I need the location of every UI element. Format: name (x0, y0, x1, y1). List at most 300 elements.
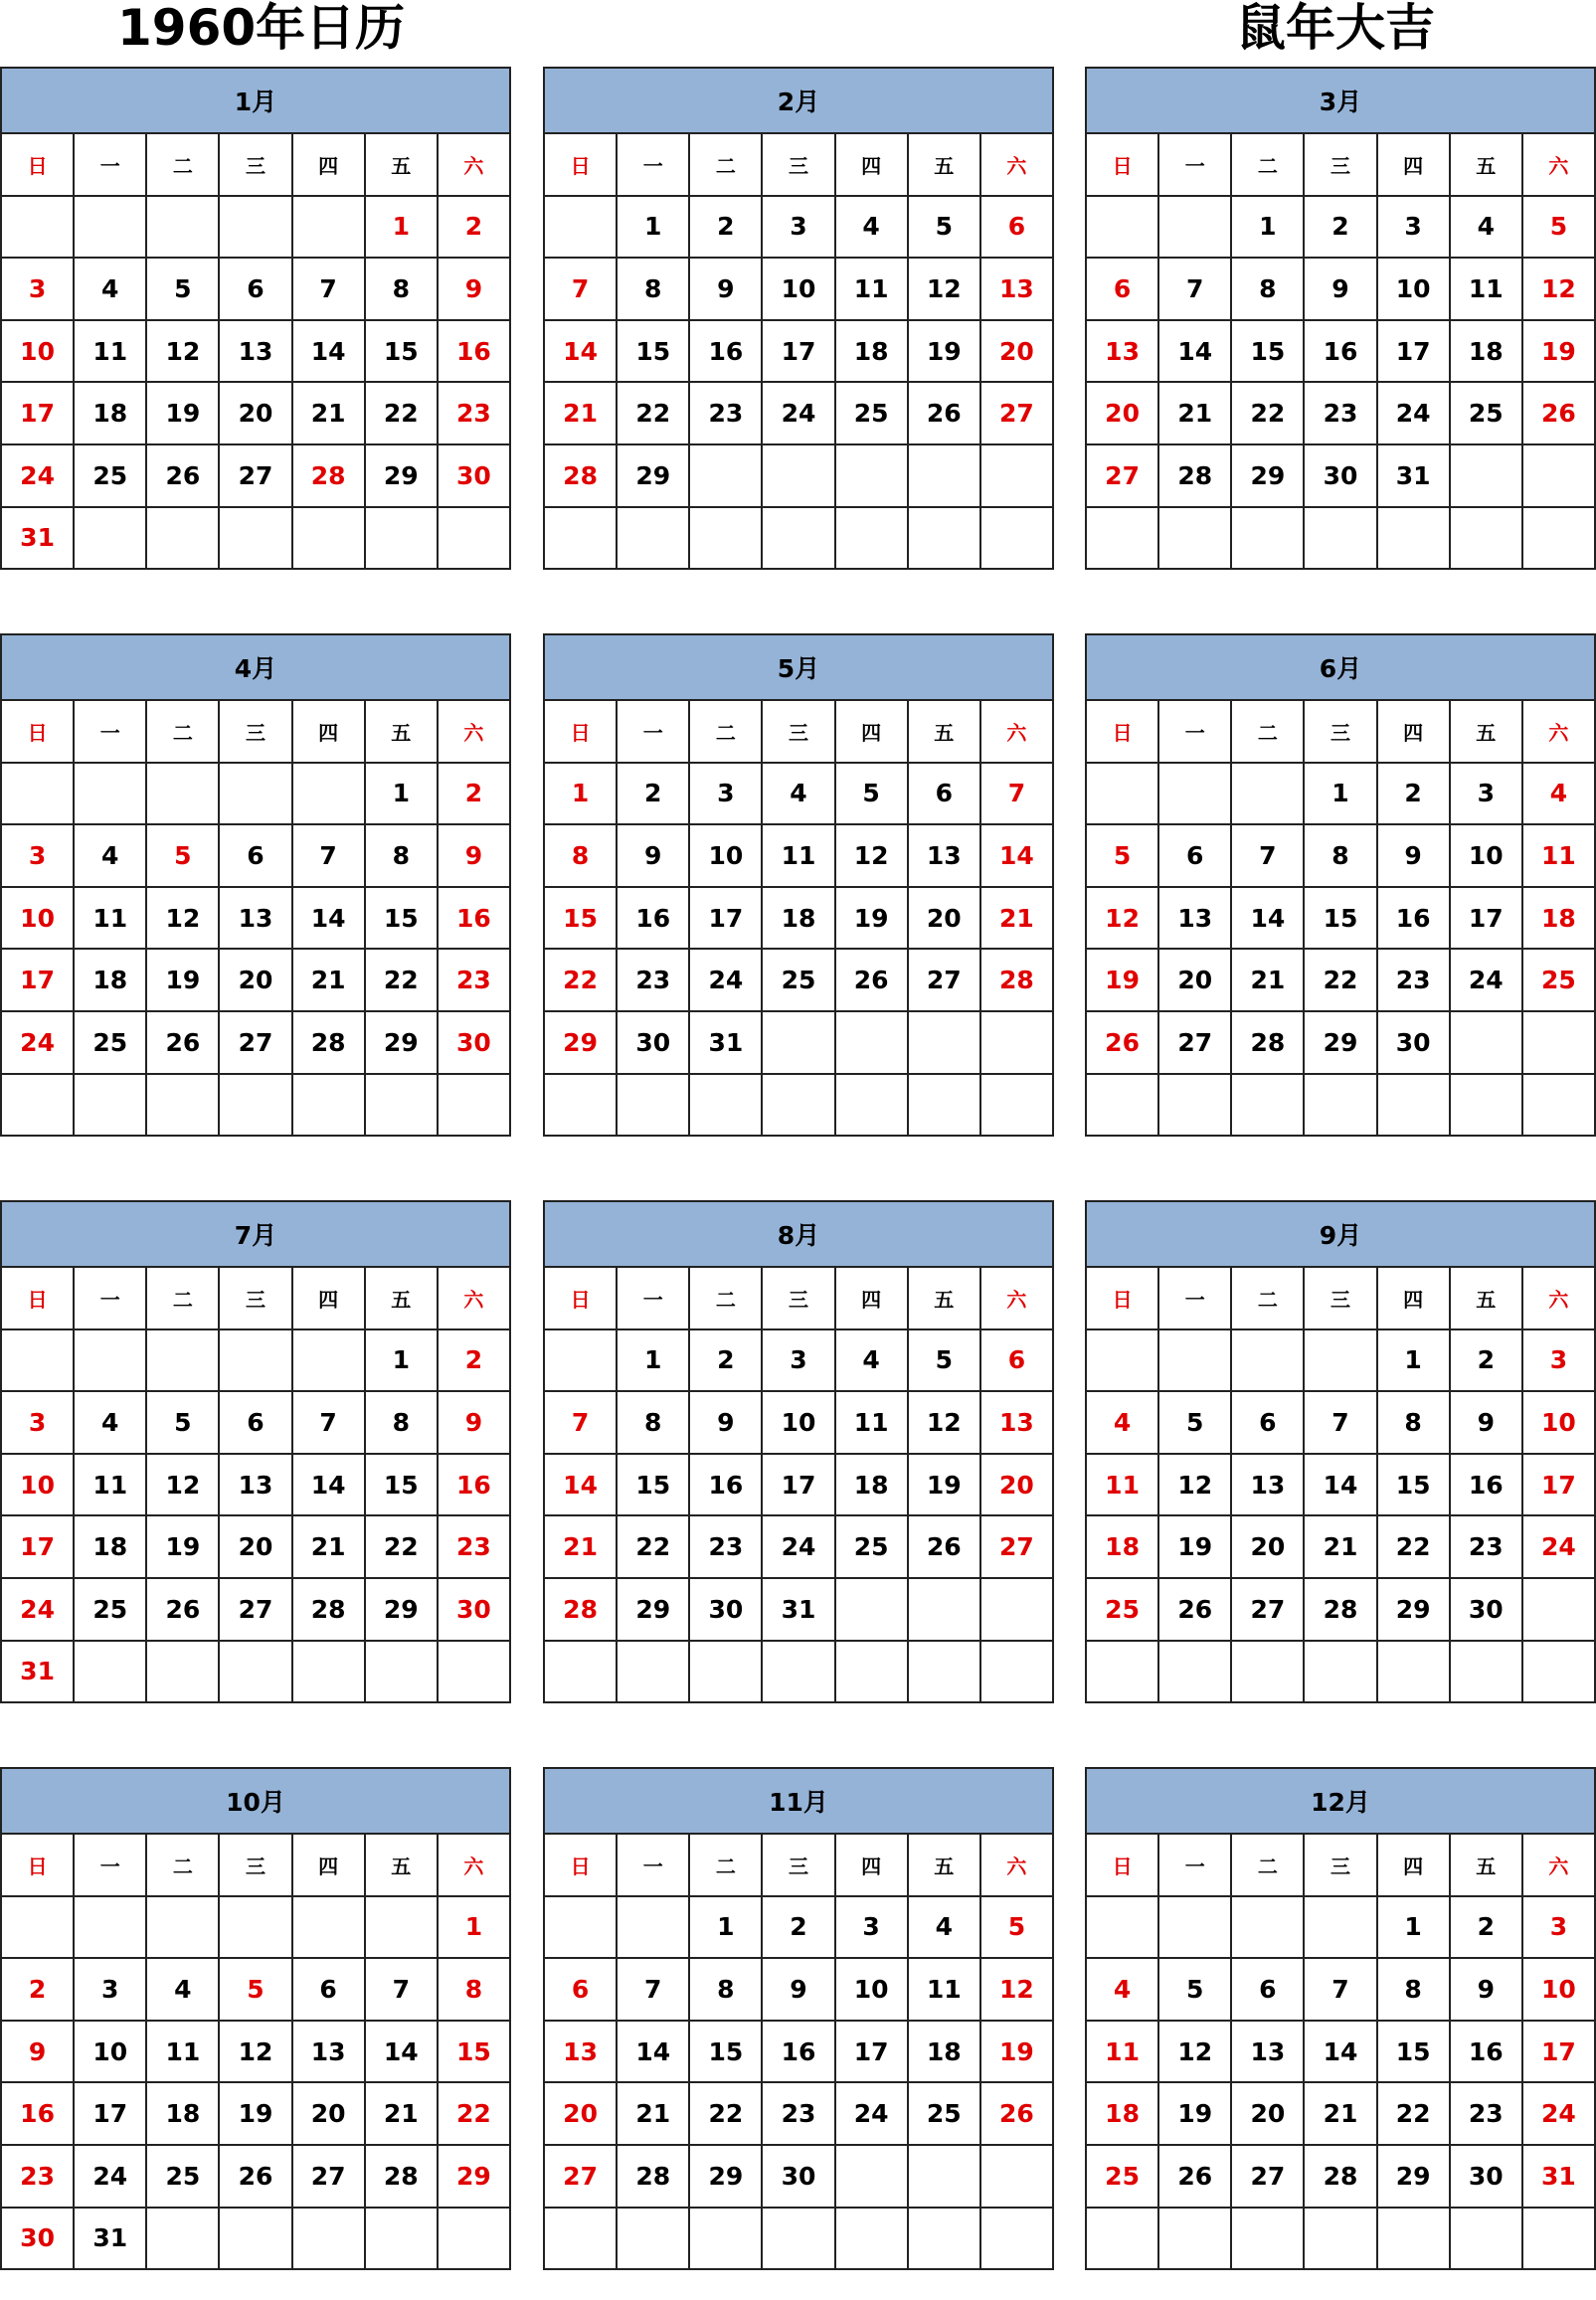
day-cell: 14 (365, 2021, 438, 2083)
weekday-label: 一 (74, 1267, 146, 1329)
empty-day-cell (438, 507, 510, 570)
empty-day-cell (1450, 2208, 1522, 2270)
weekday-label: 日 (1086, 700, 1158, 763)
weekday-label: 六 (980, 133, 1053, 196)
day-cell: 8 (689, 1958, 762, 2021)
day-cell: 20 (219, 1515, 291, 1578)
empty-day-cell (146, 507, 219, 570)
empty-day-cell (617, 2208, 689, 2270)
empty-day-cell (689, 444, 762, 507)
day-cell: 16 (1304, 320, 1376, 383)
day-cell: 5 (980, 1896, 1053, 1959)
day-cell: 5 (146, 258, 219, 320)
weekday-label: 日 (1, 133, 74, 196)
day-cell: 13 (980, 258, 1053, 320)
day-cell: 11 (762, 824, 834, 887)
day-cell: 21 (292, 1515, 365, 1578)
day-cell: 4 (1522, 763, 1595, 825)
day-cell: 18 (1522, 887, 1595, 950)
weekday-label: 一 (74, 700, 146, 763)
day-cell: 22 (617, 1515, 689, 1578)
day-cell: 7 (1304, 1391, 1376, 1454)
day-cell: 5 (1086, 824, 1158, 887)
empty-day-cell (908, 2208, 980, 2270)
weekday-label: 日 (544, 700, 617, 763)
weekday-label: 四 (1377, 133, 1450, 196)
day-cell: 10 (762, 1391, 834, 1454)
month-calendar (1085, 1767, 1596, 2270)
day-cell: 5 (219, 1958, 291, 2021)
day-cell: 17 (74, 2082, 146, 2145)
weekday-label: 三 (219, 1267, 291, 1329)
empty-day-cell (908, 1074, 980, 1137)
day-cell: 13 (1231, 1454, 1304, 1516)
day-cell: 16 (438, 1454, 510, 1516)
weekday-label: 三 (762, 1267, 834, 1329)
day-cell: 12 (1522, 258, 1595, 320)
day-cell: 23 (1450, 2082, 1522, 2145)
day-cell: 27 (980, 382, 1053, 444)
day-cell: 9 (1377, 824, 1450, 887)
day-cell: 22 (544, 949, 617, 1011)
day-cell: 1 (1377, 1896, 1450, 1959)
day-cell: 29 (438, 2145, 510, 2208)
empty-day-cell (219, 507, 291, 570)
month-calendar (0, 633, 511, 1137)
day-cell: 31 (1, 1641, 74, 1703)
day-cell: 26 (1086, 1011, 1158, 1074)
empty-day-cell (762, 1641, 834, 1703)
day-cell: 1 (1377, 1329, 1450, 1392)
empty-day-cell (1158, 1896, 1231, 1959)
day-cell: 26 (908, 382, 980, 444)
empty-day-cell (908, 444, 980, 507)
day-cell: 16 (438, 887, 510, 950)
weekday-label: 三 (762, 700, 834, 763)
day-cell: 25 (74, 444, 146, 507)
weekday-label: 六 (980, 700, 1053, 763)
day-cell: 24 (835, 2082, 908, 2145)
day-cell: 10 (1, 320, 74, 383)
weekday-label: 四 (292, 1267, 365, 1329)
day-cell: 1 (365, 763, 438, 825)
day-cell: 8 (1377, 1958, 1450, 2021)
day-cell: 25 (835, 382, 908, 444)
day-cell: 3 (1, 1391, 74, 1454)
day-cell: 22 (1231, 382, 1304, 444)
day-cell: 8 (1377, 1391, 1450, 1454)
weekday-label: 一 (617, 1267, 689, 1329)
day-cell: 17 (1522, 2021, 1595, 2083)
day-cell: 28 (544, 1578, 617, 1641)
day-cell: 26 (835, 949, 908, 1011)
month-header: 7月 (1, 1201, 510, 1267)
day-cell: 29 (617, 444, 689, 507)
day-cell: 18 (1086, 2082, 1158, 2145)
day-cell: 15 (365, 320, 438, 383)
weekday-label: 三 (219, 700, 291, 763)
day-cell: 20 (292, 2082, 365, 2145)
day-cell: 30 (762, 2145, 834, 2208)
empty-day-cell (980, 1074, 1053, 1137)
empty-day-cell (980, 2208, 1053, 2270)
day-cell: 11 (74, 887, 146, 950)
day-cell: 12 (908, 258, 980, 320)
day-cell: 7 (292, 1391, 365, 1454)
day-cell: 2 (617, 763, 689, 825)
day-cell: 15 (1377, 2021, 1450, 2083)
day-cell: 14 (1231, 887, 1304, 950)
empty-day-cell (689, 1074, 762, 1137)
day-cell: 2 (689, 1329, 762, 1392)
day-cell: 15 (1231, 320, 1304, 383)
day-cell: 9 (438, 824, 510, 887)
day-cell: 2 (438, 1329, 510, 1392)
day-cell: 19 (1158, 1515, 1231, 1578)
day-cell: 8 (438, 1958, 510, 2021)
day-cell: 10 (835, 1958, 908, 2021)
day-cell: 25 (1450, 382, 1522, 444)
weekday-label: 一 (74, 1834, 146, 1896)
day-cell: 25 (908, 2082, 980, 2145)
day-cell: 2 (438, 196, 510, 259)
day-cell: 5 (146, 824, 219, 887)
day-cell: 18 (835, 1454, 908, 1516)
weekday-label: 四 (835, 1834, 908, 1896)
day-cell: 17 (1, 949, 74, 1011)
day-cell: 23 (438, 949, 510, 1011)
day-cell: 10 (74, 2021, 146, 2083)
empty-day-cell (762, 1074, 834, 1137)
day-cell: 20 (1158, 949, 1231, 1011)
weekday-label: 三 (762, 133, 834, 196)
empty-day-cell (365, 1896, 438, 1959)
calendar-slogan: 鼠年大吉 (1236, 0, 1435, 57)
day-cell: 12 (219, 2021, 291, 2083)
day-cell: 10 (762, 258, 834, 320)
day-cell: 15 (365, 887, 438, 950)
empty-day-cell (1522, 444, 1595, 507)
day-cell: 11 (835, 258, 908, 320)
empty-day-cell (1086, 1641, 1158, 1703)
month-calendar (0, 67, 511, 570)
weekday-label: 六 (1522, 1267, 1595, 1329)
empty-day-cell (980, 1578, 1053, 1641)
empty-day-cell (146, 196, 219, 259)
day-cell: 12 (146, 1454, 219, 1516)
empty-day-cell (1086, 196, 1158, 259)
day-cell: 28 (292, 1011, 365, 1074)
day-cell: 30 (689, 1578, 762, 1641)
day-cell: 25 (1522, 949, 1595, 1011)
empty-day-cell (1231, 1329, 1304, 1392)
month-calendar (543, 633, 1054, 1137)
weekday-label: 二 (689, 1834, 762, 1896)
day-cell: 19 (835, 887, 908, 950)
day-cell: 19 (146, 949, 219, 1011)
day-cell: 29 (365, 444, 438, 507)
empty-day-cell (1158, 507, 1231, 570)
day-cell: 11 (1086, 2021, 1158, 2083)
day-cell: 17 (835, 2021, 908, 2083)
weekday-label: 四 (835, 1267, 908, 1329)
day-cell: 8 (617, 1391, 689, 1454)
day-cell: 16 (617, 887, 689, 950)
empty-day-cell (292, 1641, 365, 1703)
empty-day-cell (1377, 507, 1450, 570)
day-cell: 21 (1304, 1515, 1376, 1578)
empty-day-cell (365, 1074, 438, 1137)
day-cell: 3 (1, 258, 74, 320)
day-cell: 27 (219, 1578, 291, 1641)
day-cell: 7 (292, 824, 365, 887)
empty-day-cell (835, 1578, 908, 1641)
day-cell: 27 (980, 1515, 1053, 1578)
day-cell: 23 (762, 2082, 834, 2145)
day-cell: 4 (74, 258, 146, 320)
day-cell: 14 (617, 2021, 689, 2083)
day-cell: 6 (219, 1391, 291, 1454)
day-cell: 31 (74, 2208, 146, 2270)
day-cell: 7 (544, 1391, 617, 1454)
day-cell: 5 (1522, 196, 1595, 259)
day-cell: 28 (617, 2145, 689, 2208)
day-cell: 7 (544, 258, 617, 320)
weekday-label: 四 (292, 1834, 365, 1896)
day-cell: 18 (74, 382, 146, 444)
day-cell: 2 (762, 1896, 834, 1959)
day-cell: 20 (980, 320, 1053, 383)
day-cell: 11 (1450, 258, 1522, 320)
day-cell: 2 (1304, 196, 1376, 259)
day-cell: 19 (146, 1515, 219, 1578)
day-cell: 20 (1231, 1515, 1304, 1578)
day-cell: 26 (219, 2145, 291, 2208)
empty-day-cell (1086, 1329, 1158, 1392)
day-cell: 18 (74, 1515, 146, 1578)
day-cell: 19 (908, 320, 980, 383)
weekday-label: 四 (1377, 1834, 1450, 1896)
weekday-label: 二 (689, 700, 762, 763)
empty-day-cell (762, 1011, 834, 1074)
weekday-label: 四 (1377, 1267, 1450, 1329)
day-cell: 4 (74, 1391, 146, 1454)
empty-day-cell (835, 1011, 908, 1074)
day-cell: 29 (1377, 1578, 1450, 1641)
empty-day-cell (292, 507, 365, 570)
empty-day-cell (1450, 1641, 1522, 1703)
weekday-label: 六 (438, 133, 510, 196)
day-cell: 14 (544, 1454, 617, 1516)
day-cell: 28 (1304, 1578, 1376, 1641)
empty-day-cell (1304, 1896, 1376, 1959)
empty-day-cell (835, 2145, 908, 2208)
day-cell: 5 (908, 1329, 980, 1392)
day-cell: 31 (1522, 2145, 1595, 2208)
empty-day-cell (908, 2145, 980, 2208)
day-cell: 8 (617, 258, 689, 320)
day-cell: 8 (1231, 258, 1304, 320)
day-cell: 27 (1231, 1578, 1304, 1641)
day-cell: 18 (908, 2021, 980, 2083)
day-cell: 6 (292, 1958, 365, 2021)
day-cell: 12 (146, 887, 219, 950)
empty-day-cell (1450, 444, 1522, 507)
day-cell: 1 (1304, 763, 1376, 825)
weekday-label: 三 (1304, 1267, 1376, 1329)
empty-day-cell (146, 1329, 219, 1392)
day-cell: 22 (365, 1515, 438, 1578)
empty-day-cell (1086, 1074, 1158, 1137)
day-cell: 2 (1450, 1329, 1522, 1392)
day-cell: 7 (1158, 258, 1231, 320)
weekday-label: 五 (365, 1834, 438, 1896)
day-cell: 15 (544, 887, 617, 950)
day-cell: 30 (1450, 2145, 1522, 2208)
empty-day-cell (1086, 1896, 1158, 1959)
day-cell: 13 (292, 2021, 365, 2083)
day-cell: 12 (1086, 887, 1158, 950)
empty-day-cell (544, 1329, 617, 1392)
day-cell: 7 (292, 258, 365, 320)
empty-day-cell (544, 1641, 617, 1703)
day-cell: 7 (980, 763, 1053, 825)
weekday-label: 四 (835, 133, 908, 196)
empty-day-cell (74, 763, 146, 825)
empty-day-cell (365, 1641, 438, 1703)
day-cell: 30 (438, 444, 510, 507)
day-cell: 3 (762, 1329, 834, 1392)
day-cell: 22 (617, 382, 689, 444)
day-cell: 23 (438, 1515, 510, 1578)
empty-day-cell (1231, 763, 1304, 825)
weekday-label: 四 (292, 700, 365, 763)
empty-day-cell (1522, 1578, 1595, 1641)
day-cell: 10 (1522, 1958, 1595, 2021)
day-cell: 13 (980, 1391, 1053, 1454)
empty-day-cell (1304, 1074, 1376, 1137)
day-cell: 8 (365, 258, 438, 320)
day-cell: 5 (908, 196, 980, 259)
day-cell: 12 (1158, 2021, 1231, 2083)
day-cell: 4 (74, 824, 146, 887)
weekday-label: 四 (1377, 700, 1450, 763)
day-cell: 21 (1231, 949, 1304, 1011)
empty-day-cell (617, 1074, 689, 1137)
day-cell: 23 (1304, 382, 1376, 444)
day-cell: 11 (1522, 824, 1595, 887)
day-cell: 27 (1158, 1011, 1231, 1074)
empty-day-cell (689, 507, 762, 570)
day-cell: 21 (1304, 2082, 1376, 2145)
day-cell: 3 (1450, 763, 1522, 825)
empty-day-cell (146, 763, 219, 825)
day-cell: 31 (1, 507, 74, 570)
empty-day-cell (980, 1641, 1053, 1703)
empty-day-cell (438, 2208, 510, 2270)
empty-day-cell (689, 1641, 762, 1703)
day-cell: 24 (1, 1578, 74, 1641)
day-cell: 25 (74, 1011, 146, 1074)
month-calendar (0, 1767, 511, 2270)
day-cell: 16 (689, 1454, 762, 1516)
day-cell: 6 (1086, 258, 1158, 320)
day-cell: 6 (908, 763, 980, 825)
day-cell: 15 (365, 1454, 438, 1516)
weekday-label: 六 (1522, 133, 1595, 196)
day-cell: 3 (762, 196, 834, 259)
empty-day-cell (544, 507, 617, 570)
day-cell: 9 (617, 824, 689, 887)
day-cell: 24 (689, 949, 762, 1011)
day-cell: 14 (292, 1454, 365, 1516)
day-cell: 1 (438, 1896, 510, 1959)
day-cell: 10 (1, 1454, 74, 1516)
empty-day-cell (146, 1074, 219, 1137)
day-cell: 20 (980, 1454, 1053, 1516)
day-cell: 5 (1158, 1958, 1231, 2021)
day-cell: 6 (219, 824, 291, 887)
empty-day-cell (1377, 2208, 1450, 2270)
day-cell: 20 (219, 382, 291, 444)
weekday-label: 三 (1304, 133, 1376, 196)
day-cell: 2 (1, 1958, 74, 2021)
day-cell: 2 (1450, 1896, 1522, 1959)
day-cell: 13 (1231, 2021, 1304, 2083)
day-cell: 29 (1231, 444, 1304, 507)
empty-day-cell (835, 444, 908, 507)
day-cell: 19 (908, 1454, 980, 1516)
empty-day-cell (1522, 1011, 1595, 1074)
day-cell: 17 (1450, 887, 1522, 950)
empty-day-cell (365, 2208, 438, 2270)
day-cell: 14 (1304, 2021, 1376, 2083)
day-cell: 25 (835, 1515, 908, 1578)
day-cell: 9 (689, 1391, 762, 1454)
day-cell: 27 (1086, 444, 1158, 507)
day-cell: 22 (1377, 1515, 1450, 1578)
empty-day-cell (1231, 1074, 1304, 1137)
day-cell: 3 (74, 1958, 146, 2021)
empty-day-cell (219, 196, 291, 259)
weekday-label: 二 (1231, 1834, 1304, 1896)
weekday-label: 二 (1231, 700, 1304, 763)
day-cell: 24 (762, 1515, 834, 1578)
day-cell: 18 (762, 887, 834, 950)
day-cell: 30 (1377, 1011, 1450, 1074)
day-cell: 14 (292, 887, 365, 950)
empty-day-cell (438, 1074, 510, 1137)
empty-day-cell (219, 1329, 291, 1392)
day-cell: 5 (1158, 1391, 1231, 1454)
day-cell: 13 (219, 887, 291, 950)
day-cell: 20 (219, 949, 291, 1011)
day-cell: 10 (1377, 258, 1450, 320)
day-cell: 13 (219, 1454, 291, 1516)
empty-day-cell (1231, 1641, 1304, 1703)
month-header: 10月 (1, 1768, 510, 1834)
day-cell: 11 (74, 1454, 146, 1516)
empty-day-cell (544, 1074, 617, 1137)
day-cell: 28 (292, 1578, 365, 1641)
day-cell: 13 (1158, 887, 1231, 950)
day-cell: 24 (762, 382, 834, 444)
empty-day-cell (74, 1896, 146, 1959)
day-cell: 11 (908, 1958, 980, 2021)
empty-day-cell (1304, 507, 1376, 570)
month-header: 12月 (1086, 1768, 1595, 1834)
day-cell: 21 (292, 382, 365, 444)
